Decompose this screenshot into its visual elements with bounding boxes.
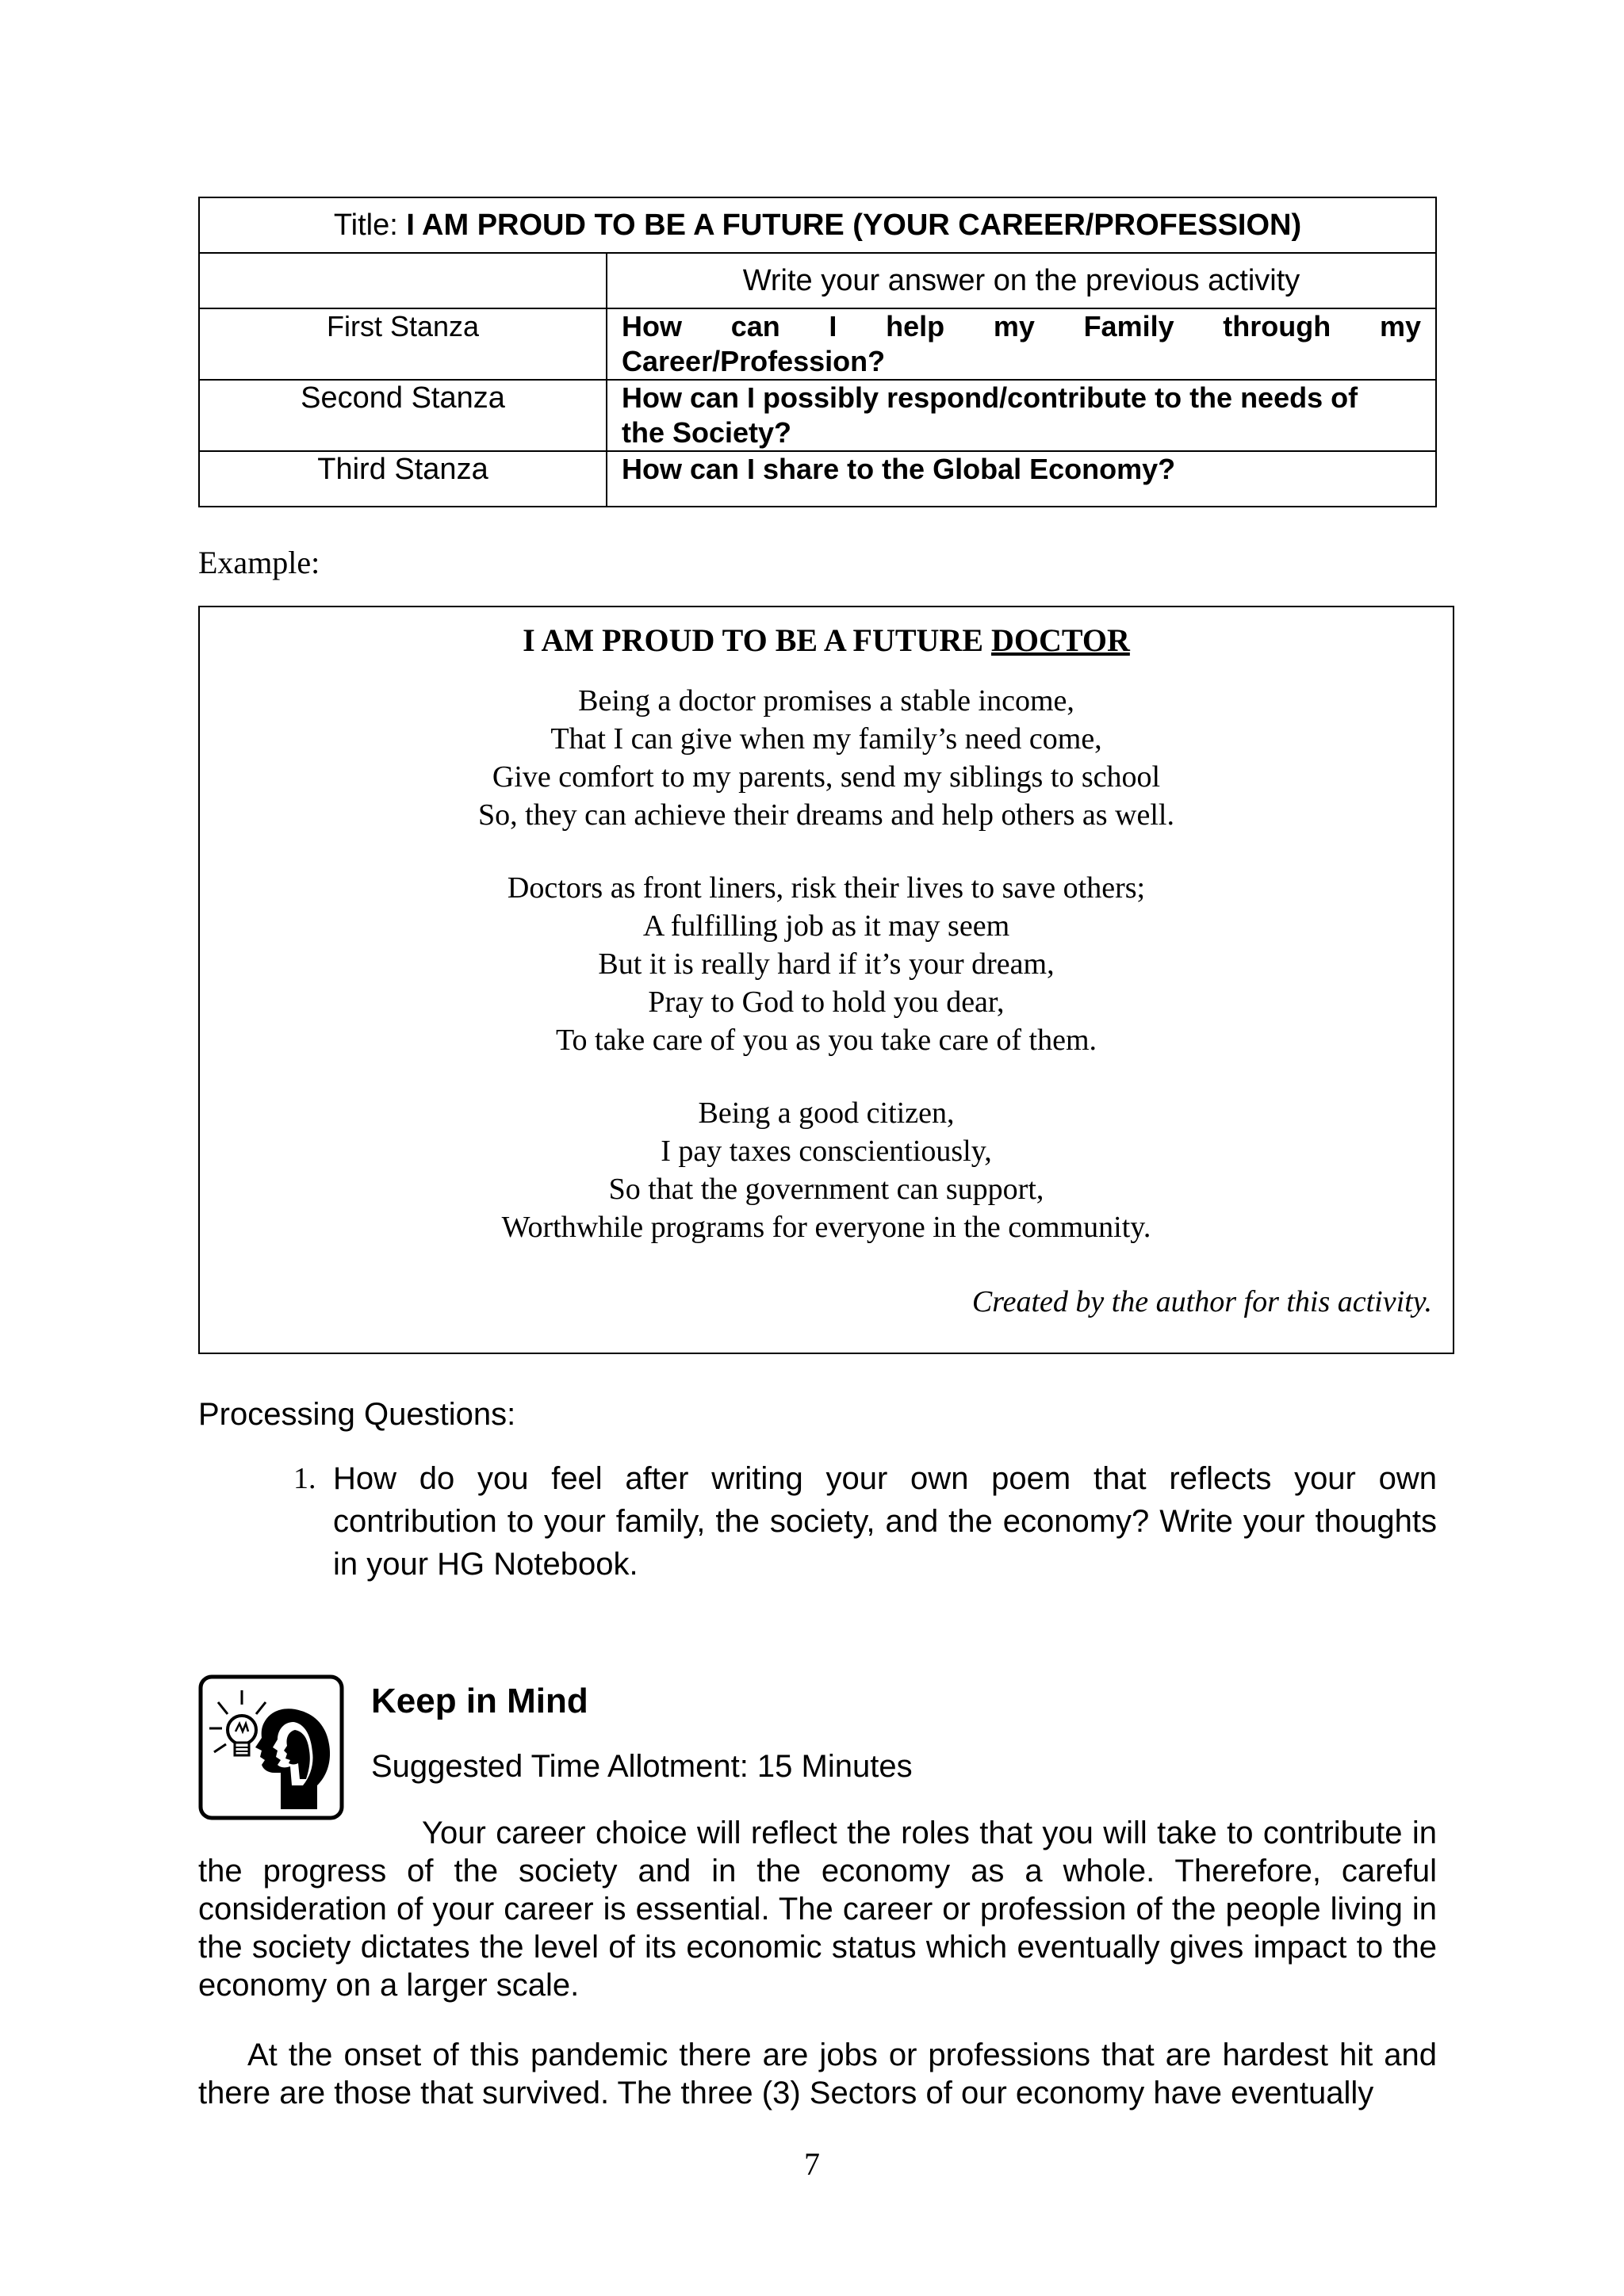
poem-stanza-2 [200,869,1453,1059]
poem-line: Pray to God to hold you dear, [648,985,1005,1019]
stanza-question-second [607,380,1436,451]
poem-line: So that the government can support, [608,1173,1044,1206]
table-title: I AM PROUD TO BE A FUTURE (YOUR CAREER/PROFESSION) [406,209,1302,242]
keep-in-mind-paragraph-2: At the onset of this pandemic there are jobs or professions that are hardest hit and there are those that survived. The three (3) Sectors of our economy have eventually [198,2038,1437,2110]
keep-in-mind-heading: Keep in Mind [371,1682,588,1720]
poem-line: But it is really hard if it’s your dream, [598,947,1055,981]
poem-stanza-1 [200,682,1453,834]
poem-line: I pay taxes conscientiously, [661,1135,992,1168]
poem-line: Worthwhile programs for everyone in the community. [501,1211,1151,1244]
question-number: 1. [293,1462,316,1495]
table-title-cell [199,197,1436,253]
example-label: Example: [198,545,320,580]
stanza-question-first [607,308,1436,380]
table-empty-cell [199,253,607,308]
poem-line: Doctors as front liners, risk their lives to save others; [507,871,1146,905]
stanza-label-third: Third Stanza [199,451,607,507]
stanza-question-third: How can I share to the Global Economy? [607,451,1436,507]
poem-guide-table [198,197,1437,507]
page-number: 7 [804,2146,820,2182]
keep-in-mind-paragraph-1: Your career choice will reflect the roles that you will take to contribute in the progress of the society and in the economy as a whole. Therefore, careful consideration of your career is essential. The career or profession of the people living in the society dictates the level of its economic status which eventually gives impact to the economy on a larger scale. [198,1816,1437,2003]
poem-credit: Created by the author for this activity. [971,1285,1432,1318]
poem-line: Being a doctor promises a stable income, [578,684,1074,718]
processing-questions-label: Processing Questions: [198,1397,516,1432]
poem-title [200,622,1453,660]
question-line: How can I possibly respond/contribute to the needs of [622,381,1358,414]
question-line: the Society? [622,416,792,449]
stanza-label-second: Second Stanza [199,380,607,451]
processing-question-text: How do you feel after writing your own poem that reflects your own contribution to your family, the society, and the economy? Write your thoughts in your HG Notebook. [333,1461,1437,1582]
poem-stanza-3 [200,1094,1453,1246]
question-line: How can I help my Family through my [622,310,1421,342]
idea-head-icon [198,1674,344,1820]
poem-line: That I can give when my family’s need come, [550,722,1102,756]
poem-line: Being a good citizen, [698,1096,955,1130]
poem-line: A fulfilling job as it may seem [642,909,1010,943]
suggested-time-allotment: Suggested Time Allotment: 15 Minutes [371,1749,913,1784]
poem-line: So, they can achieve their dreams and help others as well. [478,798,1174,832]
poem-title-main: I AM PROUD TO BE A FUTURE [523,622,991,658]
poem-line: To take care of you as you take care of them. [555,1024,1097,1057]
example-poem-box [198,606,1454,1354]
question-line: Career/Profession? [622,345,886,377]
write-answer-instruction: Write your answer on the previous activity [607,253,1436,308]
table-title-prefix: Title: [333,209,407,242]
stanza-label-first: First Stanza [199,308,607,380]
poem-title-profession: DOCTOR [991,622,1130,658]
poem-line: Give comfort to my parents, send my siblings to school [492,760,1161,794]
